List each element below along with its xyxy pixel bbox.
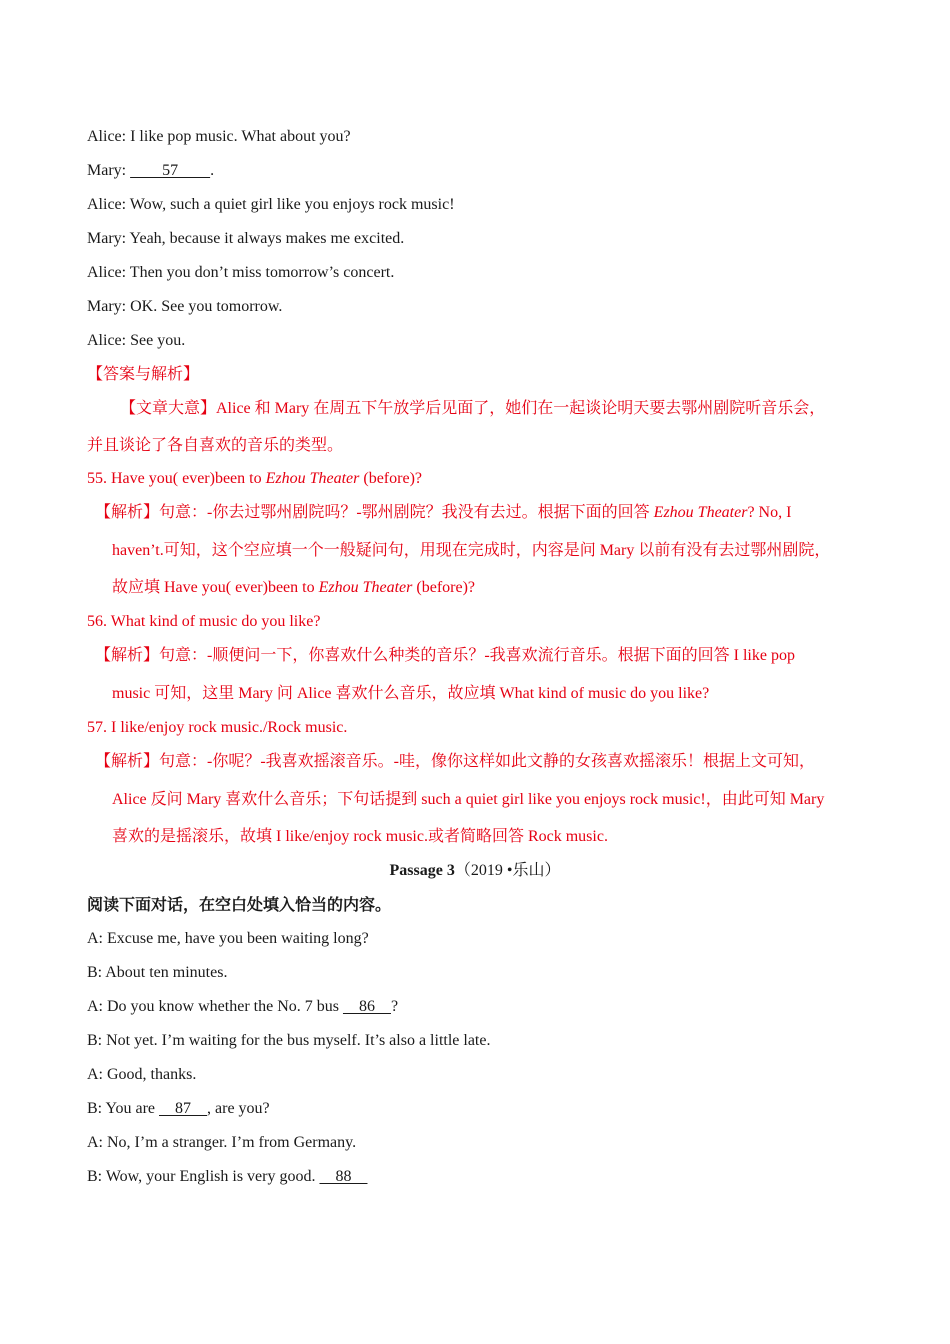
dialogue-line: Alice: Wow, such a quiet girl like you enjoys rock music! (87, 196, 455, 213)
answer-blank-57: 57 (130, 162, 211, 179)
dialogue-line-with-blank (87, 1167, 367, 1187)
dialogue-line-with-blank (87, 161, 214, 181)
dialogue-line-with-blank (87, 1099, 270, 1119)
dialogue-line-with-blank (87, 997, 398, 1017)
explanation-text: ? No, I (747, 504, 792, 521)
instruction: 阅读下面对话，在空白处填入恰当的内容。 (87, 897, 392, 914)
explanation-56: 【解析】句意：-顺便问一下，你喜欢什么种类的音乐？-我喜欢流行音乐。根据下面的回答 I like pop (95, 647, 795, 664)
dialogue-line: Alice: Then you don’t miss tomorrow’s concert. (87, 264, 395, 281)
passage-title (0, 861, 950, 881)
answer-italic: Ezhou Theater (265, 470, 360, 487)
line-end: , are you? (207, 1100, 270, 1117)
explanation-57: Alice 反问 Mary 喜欢什么音乐；下句话提到 such a quiet girl like you enjoys rock music!，由此可知 Mary (112, 791, 825, 808)
dialogue-line: Mary: OK. See you tomorrow. (87, 298, 283, 315)
explanation-text: (before)? (412, 579, 476, 596)
line-end: ? (390, 998, 399, 1015)
explanation-57: 【解析】句意：-你呢？-我喜欢摇滚音乐。-哇，像你这样如此文静的女孩喜欢摇滚乐！根据上文可知， (95, 753, 815, 770)
explanation-57: 喜欢的是摇滚乐，故填 I like/enjoy rock music.或者简略回答 Rock music. (112, 828, 608, 845)
summary-line: 并且谈论了各自喜欢的音乐的类型。 (87, 437, 344, 454)
passage-source: （2019 •乐山） (454, 862, 561, 879)
dialogue-line: Mary: Yeah, because it always makes me excited. (87, 230, 405, 247)
answer-text: (before)? (359, 470, 422, 487)
dialogue-line: A: Good, thanks. (87, 1066, 197, 1083)
speaker-text: A: Do you know whether the No. 7 bus (87, 998, 343, 1015)
answer-text: 55. Have you( ever)been to (87, 470, 266, 487)
explanation-56: music 可知，这里 Mary 问 Alice 喜欢什么音乐，故应填 What kind of music do you like? (112, 685, 710, 702)
line-end: . (210, 162, 215, 179)
speaker-text: Mary: (87, 162, 131, 179)
explanation-text: 故应填 Have you( ever)been to (112, 579, 319, 596)
answer-heading: 【答案与解析】 (87, 366, 200, 383)
answer-blank-88: 88 (319, 1168, 368, 1185)
summary-line: 【文章大意】Alice 和 Mary 在周五下午放学后见面了，她们在一起谈论明天要去鄂州剧院听音乐会， (120, 400, 826, 417)
dialogue-line: Alice: I like pop music. What about you? (87, 128, 351, 145)
explanation-italic: Ezhou Theater (318, 579, 413, 596)
explanation-55 (112, 578, 475, 598)
answer-blank-86: 86 (342, 998, 391, 1015)
speaker-text: B: Wow, your English is very good. (87, 1168, 320, 1185)
dialogue-line: B: About ten minutes. (87, 964, 228, 981)
dialogue-line: B: Not yet. I’m waiting for the bus myself. It’s also a little late. (87, 1032, 491, 1049)
dialogue-line: A: No, I’m a stranger. I’m from Germany. (87, 1134, 357, 1151)
explanation-55: haven’t.可知，这个空应填一个一般疑问句，用现在完成时，内容是问 Mary 以前有没有去过鄂州剧院， (112, 542, 831, 559)
answer-blank-87: 87 (159, 1100, 208, 1117)
answer-56: 56. What kind of music do you like? (87, 613, 321, 630)
explanation-text: 【解析】句意：-你去过鄂州剧院吗？-鄂州剧院？我没有去过。根据下面的回答 (95, 504, 654, 521)
answer-57: 57. I like/enjoy rock music./Rock music. (87, 719, 348, 736)
passage-title-text: Passage 3 (389, 862, 455, 879)
speaker-text: B: You are (87, 1100, 160, 1117)
explanation-55 (95, 503, 791, 523)
dialogue-line: Alice: See you. (87, 332, 186, 349)
answer-55 (87, 469, 422, 489)
dialogue-line: A: Excuse me, have you been waiting long? (87, 930, 369, 947)
explanation-italic: Ezhou Theater (653, 504, 748, 521)
